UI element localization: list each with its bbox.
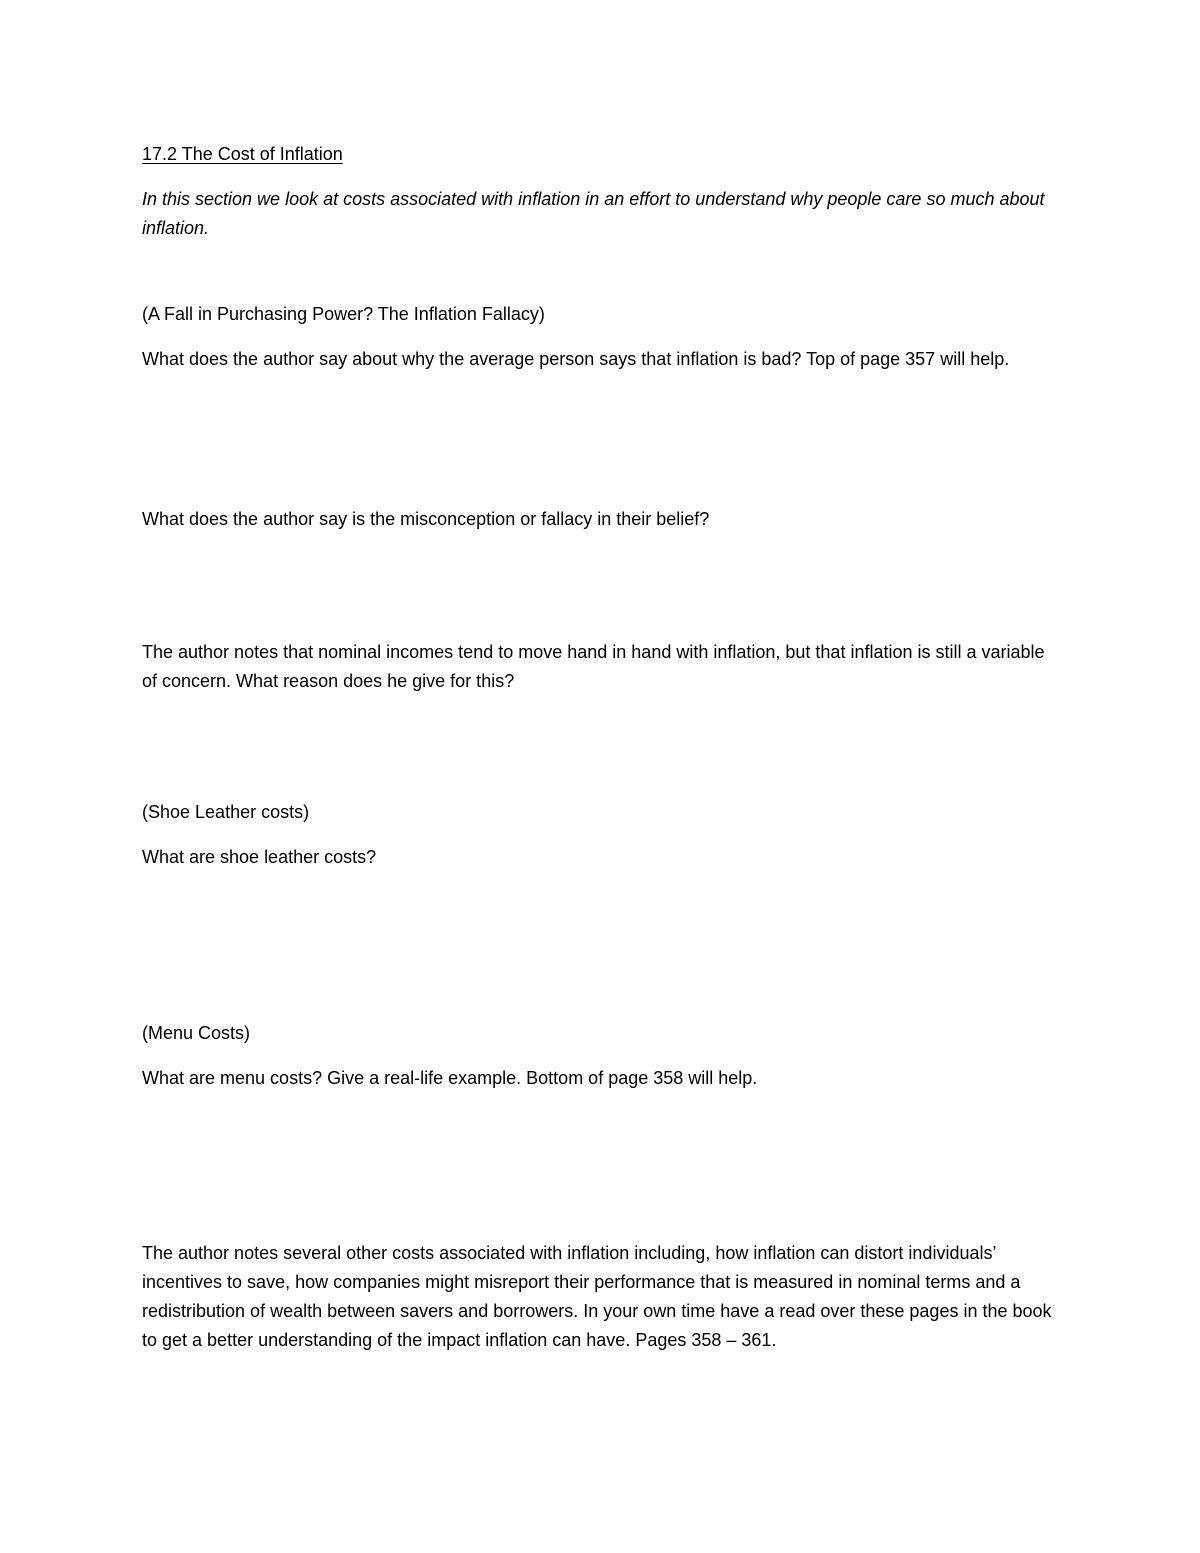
question-average-person: What does the author say about why the average person says that inflation is bad? Top of page 357 will help. <box>142 349 1010 369</box>
question-nominal-incomes: The author notes that nominal incomes tend to move hand in hand with inflation, but that inflation is still a variable of concern. What reason does he give for this? <box>142 642 1045 691</box>
closing-paragraph: The author notes several other costs associated with inflation including, how inflation can distort individuals’ incentives to save, how companies might misreport their performance that is measured in nominal terms and a redistribution of wealth between savers and borrowers. In your own time have a read over these pages in the book to get a better understanding of the impact inflation can have. Pages 358 – 361. <box>142 1243 1052 1350</box>
section-intro: In this section we look at costs associated with inflation in an effort to understand why people care so much about inflation. <box>142 189 1045 238</box>
section-title: 17.2 The Cost of Inflation <box>142 144 343 164</box>
subsection-heading-shoe-leather: (Shoe Leather costs) <box>142 802 310 822</box>
question-shoe-leather: What are shoe leather costs? <box>142 847 377 867</box>
subsection-heading-menu-costs: (Menu Costs) <box>142 1023 251 1043</box>
question-misconception: What does the author say is the misconception or fallacy in their belief? <box>142 509 710 529</box>
question-menu-costs: What are menu costs? Give a real-life example. Bottom of page 358 will help. <box>142 1068 758 1088</box>
subsection-heading-inflation-fallacy: (A Fall in Purchasing Power? The Inflation Fallacy) <box>142 304 545 324</box>
